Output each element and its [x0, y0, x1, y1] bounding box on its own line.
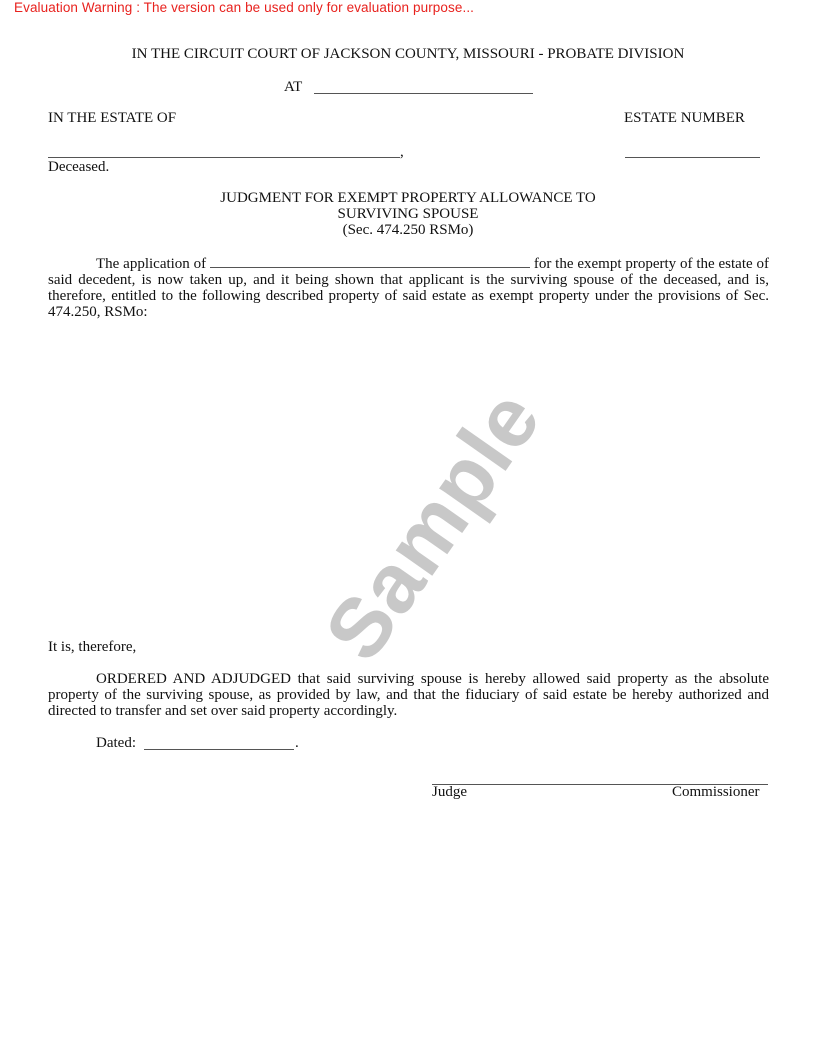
judgment-title-statute: (Sec. 474.250 RSMo)	[342, 222, 474, 238]
dated-field[interactable]	[144, 749, 294, 750]
therefore-text: It is, therefore,	[48, 639, 137, 655]
sample-watermark: Sample	[306, 373, 559, 677]
estate-number-label: ESTATE NUMBER	[624, 110, 745, 126]
dated-period: .	[295, 735, 299, 751]
evaluation-warning-banner: Evaluation Warning : The version can be used only for evaluation purpose...	[14, 0, 475, 15]
decedent-name-field[interactable]	[48, 157, 400, 158]
decedent-comma: ,	[400, 144, 404, 160]
commissioner-label: Commissioner	[672, 784, 760, 800]
deceased-label: Deceased.	[48, 159, 110, 175]
ordered-text: that said surviving spouse is hereby allowed said property as the absolute property of the surviving spouse, as provided by law, and that the fiduciary of said estate be hereby authorized and directed to transfer and set over said property accordingly.	[48, 671, 769, 719]
application-suffix: for the exempt property of the estate of said decedent, is now taken up, and it being shown that applicant is the surviving spouse of the deceased, and is, therefore, entitled to the following described property of said estate as exempt property under the provisions of Sec. 474.250, RSMo:	[48, 256, 769, 320]
judgment-title-line1: JUDGMENT FOR EXEMPT PROPERTY ALLOWANCE TO	[220, 190, 596, 206]
estate-number-field[interactable]	[625, 157, 760, 158]
ordered-lead: ORDERED AND ADJUDGED	[96, 671, 291, 687]
estate-of-label: IN THE ESTATE OF	[48, 110, 177, 126]
application-prefix: The application of	[96, 256, 207, 272]
court-title: IN THE CIRCUIT COURT OF JACKSON COUNTY, MISSOURI - PROBATE DIVISION	[131, 46, 685, 62]
ordered-paragraph	[48, 671, 769, 719]
judge-label: Judge	[432, 784, 467, 800]
application-paragraph	[48, 255, 769, 320]
at-label: AT	[284, 79, 303, 95]
at-field[interactable]	[314, 93, 533, 94]
applicant-name-field[interactable]	[210, 255, 530, 268]
judgment-title-line2: SURVIVING SPOUSE	[337, 206, 479, 222]
dated-label: Dated:	[96, 735, 136, 751]
